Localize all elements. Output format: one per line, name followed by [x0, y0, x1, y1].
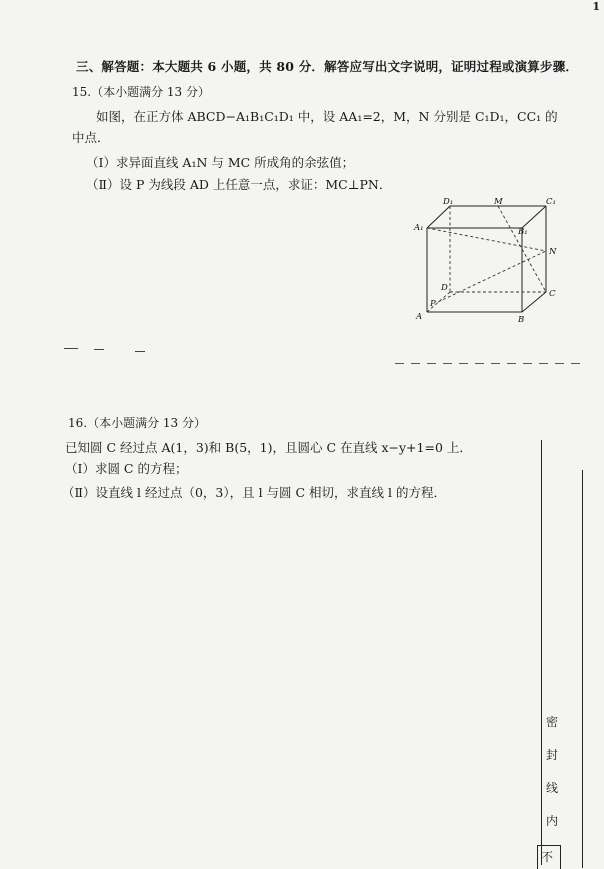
label-M: M	[494, 197, 503, 207]
scan-mark	[64, 348, 78, 349]
label-C1: C₁	[546, 197, 556, 207]
label-D: D	[441, 283, 448, 293]
cube-figure	[410, 196, 568, 330]
q15-part1: （Ⅰ）求异面直线 A₁N 与 MC 所成角的余弦值；	[86, 155, 355, 170]
seal-line-inner	[541, 440, 542, 865]
seal-char: 内	[546, 814, 559, 828]
q15-part2: （Ⅱ）设 P 为线段 AD 上任意一点，求证：MC⊥PN．	[86, 177, 392, 192]
q16-number: 16.（本小题满分 13 分）	[68, 416, 206, 430]
scan-mark	[94, 349, 104, 350]
label-P: P	[430, 299, 436, 309]
label-A1: A₁	[414, 223, 424, 233]
seal-char: 密	[546, 715, 559, 729]
q16-stem: 已知圆 C 经过点 A(1，3)和 B(5，1)，且圆心 C 在直线 x−y+1=0 上．	[65, 440, 472, 455]
q16-part1: （Ⅰ）求圆 C 的方程；	[65, 461, 188, 476]
page-number: 1	[592, 0, 600, 13]
label-B: B	[518, 315, 525, 325]
section-header: 三、解答题：本大题共 6 小题，共 80 分．解答应写出文字说明，证明过程或演算步骤．	[76, 59, 579, 74]
seal-line-outer	[582, 470, 583, 868]
q15-stem-line2: 中点．	[72, 130, 110, 145]
seal-char: 不	[541, 850, 554, 864]
label-A: A	[416, 312, 423, 322]
seal-char: 封	[546, 748, 559, 762]
label-B1: B₁	[518, 227, 528, 237]
label-D1: D₁	[443, 197, 454, 207]
scan-mark	[135, 351, 145, 352]
scan-dashed-line	[395, 363, 585, 364]
q15-stem-line1: 如图，在正方体 ABCD−A₁B₁C₁D₁ 中，设 AA₁=2，M，N 分别是 C₁D₁，CC₁ 的	[96, 109, 558, 124]
q16-part2: （Ⅱ）设直线 l 经过点（0，3），且 l 与圆 C 相切，求直线 l 的方程．	[62, 485, 446, 500]
label-C: C	[549, 289, 556, 299]
label-N: N	[549, 247, 557, 257]
q15-number: 15.（本小题满分 13 分）	[72, 85, 210, 99]
seal-char: 线	[546, 781, 559, 795]
